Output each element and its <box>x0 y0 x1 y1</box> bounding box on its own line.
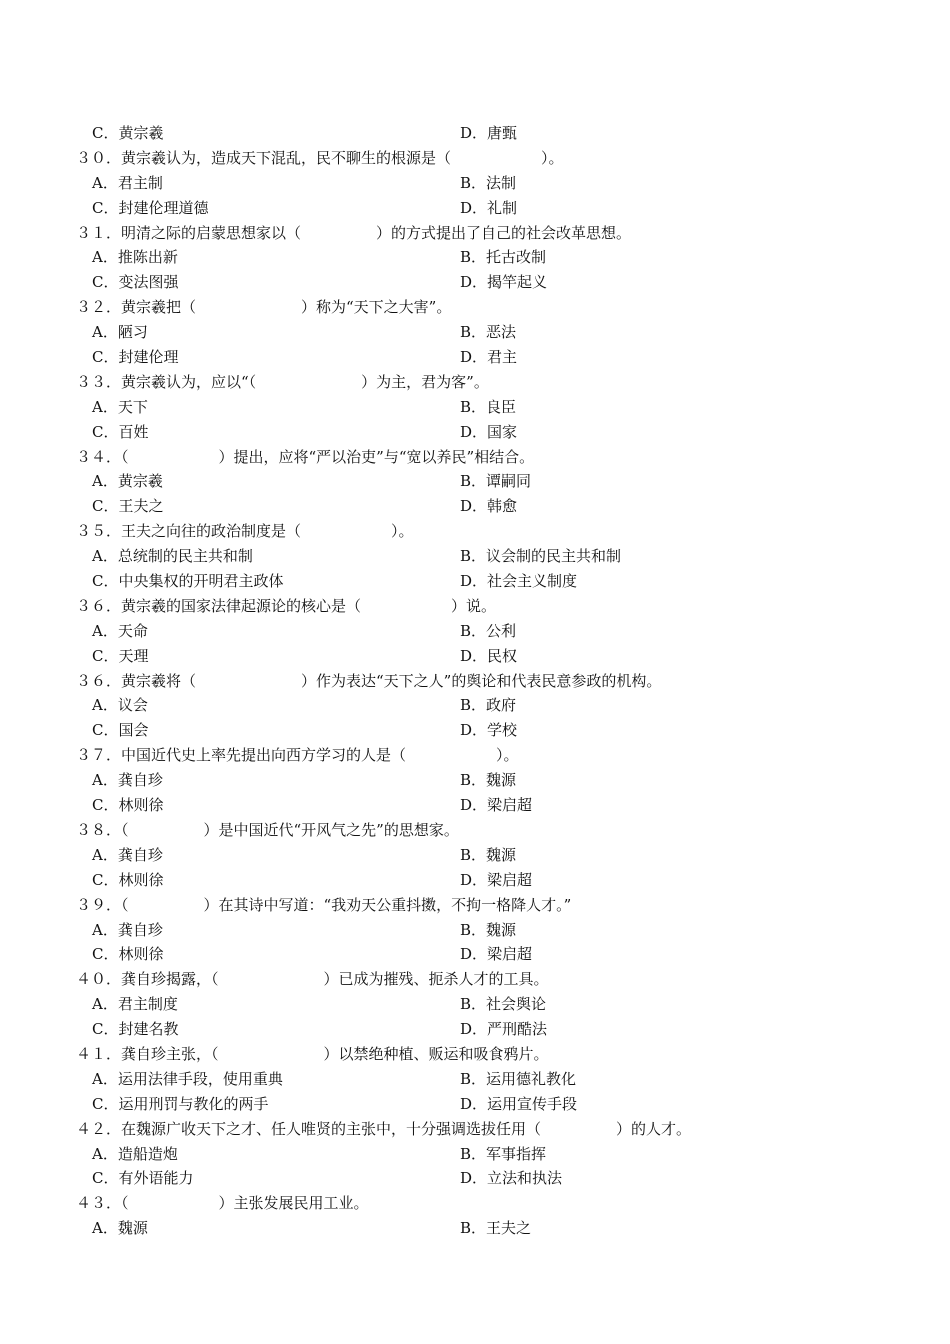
option-right: B．公利 <box>460 621 517 640</box>
option-right: D．民权 <box>460 646 518 665</box>
option-right: B．恶法 <box>460 323 517 342</box>
option-row <box>0 1017 950 1042</box>
option-right: B．托古改制 <box>460 248 547 267</box>
option-row <box>0 942 950 967</box>
option-row <box>0 420 950 445</box>
question-stem: ３６．黄宗羲将（ ）作为表达“天下之人”的舆论和代表民意参政的机构。 <box>76 671 662 690</box>
option-row <box>0 121 950 146</box>
question-stem: ４２．在魏源广收天下之才、任人唯贤的主张中，十分强调选拔任用（ ）的人才。 <box>76 1119 692 1138</box>
question-stem: ３９．（ ）在其诗中写道：“我劝天公重抖擞，不拘一格降人才。” <box>76 895 572 914</box>
option-row <box>0 171 950 196</box>
option-left: C．运用刑罚与教化的两手 <box>92 1094 269 1113</box>
option-left: A．君主制度 <box>92 995 178 1014</box>
option-left: A．龚自珍 <box>92 771 163 790</box>
option-left: A．龚自珍 <box>92 920 163 939</box>
option-row <box>0 245 950 270</box>
option-row <box>0 270 950 295</box>
option-row <box>0 918 950 943</box>
option-row <box>0 644 950 669</box>
option-right: D．唐甄 <box>460 124 518 142</box>
option-row <box>0 1142 950 1167</box>
option-right: D．立法和执法 <box>460 1169 563 1188</box>
option-row <box>0 1216 950 1241</box>
option-row <box>0 494 950 519</box>
question-stem: ４０．龚自珍揭露，（ ）已成为摧残、扼杀人才的工具。 <box>76 970 549 989</box>
option-left: A．君主制 <box>92 173 163 192</box>
option-row <box>0 718 950 743</box>
option-row <box>0 992 950 1017</box>
option-row <box>0 619 950 644</box>
option-left: A．总统制的民主共和制 <box>92 547 253 566</box>
option-row <box>0 345 950 370</box>
option-right: B．议会制的民主共和制 <box>460 547 622 566</box>
option-row <box>0 693 950 718</box>
option-left: C．林则徐 <box>92 945 164 964</box>
option-left: C．封建伦理道德 <box>92 198 209 217</box>
option-row <box>0 793 950 818</box>
option-right: D．学校 <box>460 721 518 740</box>
option-row <box>0 868 950 893</box>
option-right: B．魏源 <box>460 920 517 939</box>
option-left: C．黄宗羲 <box>92 124 164 142</box>
question-stem: ３０．黄宗羲认为，造成天下混乱，民不聊生的根源是（ ）。 <box>76 148 564 167</box>
option-left: A．龚自珍 <box>92 845 163 864</box>
option-right: B．魏源 <box>460 771 517 790</box>
option-right: D．社会主义制度 <box>460 572 578 591</box>
option-right: B．运用德礼教化 <box>460 1069 577 1088</box>
option-left: C．王夫之 <box>92 497 164 516</box>
option-right: D．梁启超 <box>460 796 533 815</box>
option-left: C．林则徐 <box>92 870 164 889</box>
option-right: D．严刑酷法 <box>460 1020 548 1039</box>
question-stem: ４１．龚自珍主张，（ ）以禁绝种植、贩运和吸食鸦片。 <box>76 1044 549 1063</box>
option-row <box>0 1092 950 1117</box>
question-stem: ３５．王夫之向往的政治制度是（ ）。 <box>76 522 414 541</box>
option-row <box>0 395 950 420</box>
option-left: A．造船造炮 <box>92 1144 178 1163</box>
option-row <box>0 768 950 793</box>
option-right: B．法制 <box>460 173 517 192</box>
option-left: C．变法图强 <box>92 273 179 292</box>
option-right: D．梁启超 <box>460 870 533 889</box>
option-right: D．君主 <box>460 348 518 367</box>
option-left: A．黄宗羲 <box>92 472 163 491</box>
question-stem: ３１．明清之际的启蒙思想家以（ ）的方式提出了自己的社会改革思想。 <box>76 223 632 242</box>
option-left: A．陋习 <box>92 323 148 342</box>
option-right: B．良臣 <box>460 397 517 416</box>
option-left: C．封建伦理 <box>92 348 179 367</box>
option-right: D．韩愈 <box>460 497 518 516</box>
option-left: A．议会 <box>92 696 148 715</box>
option-left: A．推陈出新 <box>92 248 178 267</box>
option-right: D．国家 <box>460 422 518 441</box>
question-stem: ３７．中国近代史上率先提出向西方学习的人是（ ）。 <box>76 746 519 765</box>
option-left: C．封建名教 <box>92 1020 179 1039</box>
option-row <box>0 569 950 594</box>
question-stem: ３３．黄宗羲认为，应以“（ ）为主，君为客”。 <box>76 372 489 391</box>
option-left: C．有外语能力 <box>92 1169 194 1188</box>
option-right: D．揭竿起义 <box>460 273 548 292</box>
question-stem: ３４．（ ）提出，应将“严以治吏”与“宽以养民”相结合。 <box>76 447 535 466</box>
option-right: D．运用宣传手段 <box>460 1094 578 1113</box>
option-right: B．社会舆论 <box>460 995 547 1014</box>
option-row <box>0 320 950 345</box>
option-row <box>0 1166 950 1191</box>
option-right: B．魏源 <box>460 845 517 864</box>
option-right: B．军事指挥 <box>460 1144 547 1163</box>
option-right: B．王夫之 <box>460 1219 532 1238</box>
option-right: D．梁启超 <box>460 945 533 964</box>
option-left: A．运用法律手段，使用重典 <box>92 1069 283 1088</box>
option-left: C．国会 <box>92 721 149 740</box>
option-left: C．林则徐 <box>92 796 164 815</box>
option-right: D．礼制 <box>460 198 518 217</box>
option-row <box>0 196 950 221</box>
question-list <box>0 121 950 1241</box>
option-row <box>0 544 950 569</box>
option-left: A．天下 <box>92 397 148 416</box>
option-left: C．中央集权的开明君主政体 <box>92 572 284 591</box>
option-left: A．魏源 <box>92 1219 148 1238</box>
option-right: B．政府 <box>460 696 517 715</box>
option-left: A．天命 <box>92 621 148 640</box>
question-stem: ３２．黄宗羲把（ ）称为“天下之大害”。 <box>76 298 452 317</box>
option-left: C．百姓 <box>92 422 149 441</box>
option-right: B．谭嗣同 <box>460 472 532 491</box>
question-stem: ３６．黄宗羲的国家法律起源论的核心是（ ）说。 <box>76 596 497 615</box>
option-row <box>0 843 950 868</box>
option-row <box>0 1067 950 1092</box>
question-stem: ３８．（ ）是中国近代“开风气之先”的思想家。 <box>76 820 459 839</box>
option-row <box>0 469 950 494</box>
question-stem: ４３．（ ）主张发展民用工业。 <box>76 1194 369 1213</box>
option-left: C．天理 <box>92 646 149 665</box>
